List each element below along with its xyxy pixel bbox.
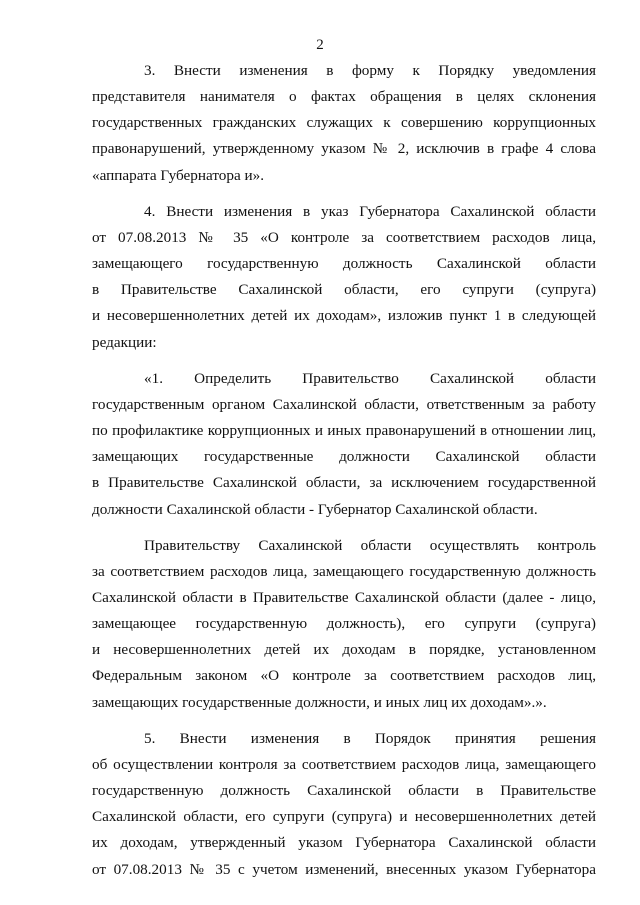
text-line: 3. Внести изменения в форму к Порядку уведомления <box>144 62 596 79</box>
text-line: их доходам, утвержденный указом Губернатора Сахалинской области <box>92 834 596 852</box>
paragraph <box>92 199 596 356</box>
text-line: представителя нанимателя о фактах обращения в целях склонения <box>92 88 596 106</box>
text-line: редакции: <box>92 333 157 351</box>
text-line: «аппарата Губернатора и». <box>92 166 265 184</box>
text-line: от 07.08.2013 № 35 «О контроле за соответствием расходов лица, <box>92 228 596 246</box>
paragraph <box>92 58 596 189</box>
text-line: замещающих государственные должности, и иных лиц их доходам».». <box>92 693 547 711</box>
text-line: Правительству Сахалинской области осуществлять контроль <box>144 536 596 554</box>
text-line: в Правительстве Сахалинской области, за исключением государственной <box>92 474 596 492</box>
text-line: замещающего государственную должность Сахалинской области <box>92 255 596 273</box>
text-line: «1. Определить Правительство Сахалинской области <box>144 369 596 387</box>
page-number: 2 <box>316 37 324 53</box>
text-line: государственную должность Сахалинской области в Правительстве <box>92 782 596 800</box>
text-line: в Правительстве Сахалинской области, его супруги (супруга) <box>92 281 596 299</box>
text-line: должности Сахалинской области - Губернатор Сахалинской области. <box>92 500 538 518</box>
text-line: государственных гражданских служащих к совершению коррупционных <box>92 114 596 132</box>
text-line: государственным органом Сахалинской области, ответственным за работу <box>92 395 596 413</box>
text-line: правонарушений, утвержденному указом № 2, исключив в графе 4 слова <box>92 140 596 158</box>
text-line: 5. Внести изменения в Порядок принятия решения <box>144 729 596 747</box>
paragraph <box>92 366 596 523</box>
text-line: замещающих государственные должности Сахалинской области <box>92 448 596 466</box>
text-line: Сахалинской области в Правительстве Сахалинской области (далее - лицо, <box>92 588 596 606</box>
paragraph <box>92 726 596 883</box>
text-line: по профилактике коррупционных и иных правонарушений в отношении лиц, <box>92 422 596 440</box>
text-line: и несовершеннолетних детей их доходам», изложив пункт 1 в следующей <box>92 307 596 325</box>
text-line: 4. Внести изменения в указ Губернатора Сахалинской области <box>144 202 596 220</box>
text-line: об осуществлении контроля за соответствием расходов лица, замещающего <box>92 755 596 773</box>
text-line: Сахалинской области, его супруги (супруга) и несовершеннолетних детей <box>92 808 596 826</box>
text-line: от 07.08.2013 № 35 с учетом изменений, внесенных указом Губернатора <box>92 860 596 878</box>
paragraph <box>92 533 596 716</box>
text-line: Федеральным законом «О контроле за соответствием расходов лиц, <box>92 667 596 685</box>
text-line: замещающее государственную должность), его супруги (супруга) <box>92 615 596 633</box>
text-line: и несовершеннолетних детей их доходам в порядке, установленном <box>92 641 596 659</box>
text-line: за соответствием расходов лица, замещающего государственную должность <box>92 562 596 580</box>
document-body <box>92 58 596 883</box>
